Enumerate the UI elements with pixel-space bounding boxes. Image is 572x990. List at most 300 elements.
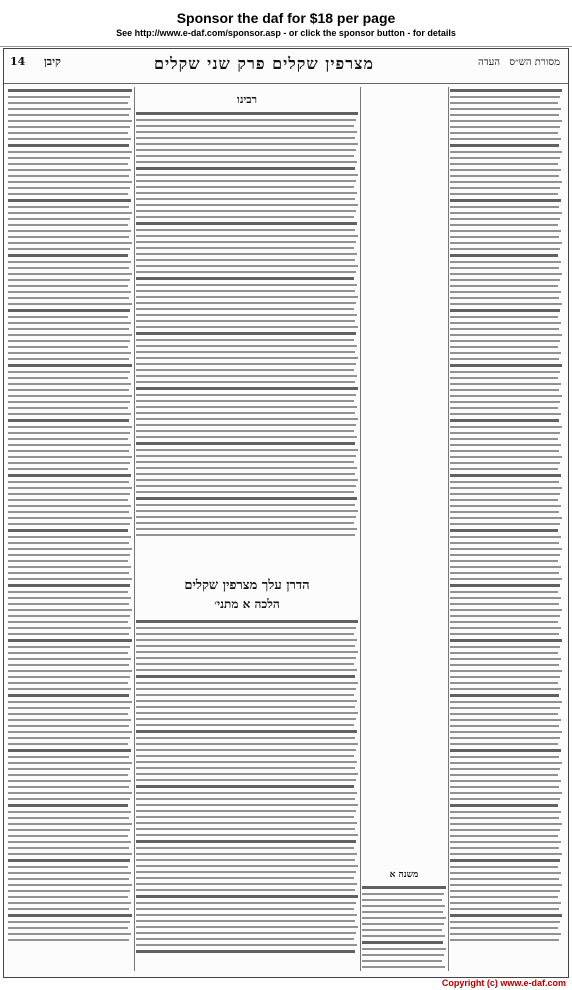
text-line (8, 731, 132, 733)
text-line (362, 954, 444, 956)
text-line (450, 383, 561, 385)
text-line (362, 960, 442, 962)
text-line (450, 584, 560, 587)
text-line (450, 884, 562, 886)
text-line (450, 468, 558, 470)
text-line (450, 798, 560, 800)
text-line (450, 829, 560, 831)
text-line (136, 125, 354, 127)
text-line (8, 572, 129, 574)
text-line (8, 603, 129, 605)
text-line (8, 841, 131, 843)
text-line (450, 444, 561, 446)
text-line (136, 381, 355, 383)
text-line (450, 493, 560, 495)
text-line (136, 143, 358, 145)
text-line (136, 418, 358, 420)
text-line (450, 511, 559, 513)
text-line (8, 438, 128, 440)
text-line (136, 290, 355, 292)
text-line (450, 902, 561, 904)
text-line (8, 157, 130, 159)
text-line (8, 652, 128, 654)
text-line (136, 504, 355, 506)
text-line (362, 929, 442, 931)
text-line (450, 639, 562, 642)
text-line (8, 853, 132, 855)
text-line (450, 872, 561, 874)
text-line (362, 886, 446, 889)
text-line (8, 199, 131, 202)
text-line (136, 914, 357, 916)
text-line (450, 731, 562, 733)
text-line (136, 216, 354, 218)
text-line (136, 792, 357, 794)
text-line (8, 468, 128, 470)
text-line (8, 120, 132, 122)
text-line (136, 645, 355, 647)
text-line (450, 529, 558, 532)
text-line (8, 658, 131, 660)
text-line (136, 767, 355, 769)
text-line (450, 230, 561, 232)
text-line (8, 688, 131, 690)
text-line (450, 707, 560, 709)
text-line (450, 163, 558, 165)
text-line (136, 773, 358, 775)
text-line (450, 407, 558, 409)
text-line (450, 212, 562, 214)
text-line (136, 308, 354, 310)
text-line (450, 144, 559, 147)
text-line (8, 487, 132, 489)
text-line (8, 279, 130, 281)
halacha-heading: הלכה א מתני׳ (214, 597, 280, 611)
text-line (136, 271, 356, 273)
text-line (8, 804, 128, 807)
text-line (450, 432, 560, 434)
text-line (136, 865, 358, 867)
sponsor-banner[interactable] (0, 0, 572, 47)
text-line (8, 817, 129, 819)
text-line (450, 908, 559, 910)
text-line (136, 265, 358, 267)
text-line (450, 743, 558, 745)
text-line (8, 597, 131, 599)
text-line (136, 198, 355, 200)
text-line (136, 828, 355, 830)
text-line (450, 340, 560, 342)
text-line (8, 444, 131, 446)
sponsor-title[interactable]: Sponsor the daf for $18 per page (176, 10, 396, 26)
text-line (8, 114, 129, 116)
text-line (450, 89, 562, 92)
commentary-middle-column (362, 89, 446, 969)
copyright-text[interactable]: Copyright (c) www.e-daf.com (441, 978, 566, 988)
text-line (450, 187, 560, 189)
text-line (8, 542, 129, 544)
text-line (450, 713, 558, 715)
text-line (136, 467, 357, 469)
rabbeinu-label: רבינו (237, 93, 257, 106)
text-line (8, 218, 130, 220)
text-line (136, 834, 358, 836)
text-line (136, 406, 357, 408)
text-line (8, 536, 131, 538)
text-line (8, 927, 128, 929)
text-line (8, 340, 130, 342)
text-line (8, 786, 129, 788)
text-line (450, 199, 561, 202)
text-line (8, 426, 132, 428)
text-line (136, 706, 355, 708)
text-line (450, 658, 561, 660)
text-line (450, 285, 558, 287)
text-line (8, 151, 132, 153)
text-line (450, 236, 559, 238)
text-line (136, 473, 355, 475)
text-line (8, 517, 132, 519)
text-line (136, 810, 356, 812)
text-line (136, 155, 354, 157)
text-line (8, 316, 128, 318)
text-line (450, 878, 559, 880)
commentary-left-column (8, 89, 132, 969)
text-line (136, 822, 357, 824)
text-line (136, 436, 357, 438)
text-line (136, 755, 354, 757)
text-line (450, 682, 558, 684)
text-line (8, 432, 130, 434)
text-line (8, 132, 128, 134)
text-line (450, 591, 558, 593)
text-line (450, 841, 561, 843)
text-line (450, 725, 559, 727)
text-line (8, 768, 130, 770)
text-line (8, 866, 128, 868)
text-line (450, 609, 562, 611)
text-line (362, 905, 445, 907)
text-line (450, 633, 559, 635)
text-line (450, 505, 561, 507)
text-line (362, 917, 446, 919)
text-line (8, 591, 128, 593)
text-line (450, 193, 558, 195)
text-line (8, 523, 130, 525)
text-line (8, 670, 132, 672)
text-line (450, 389, 559, 391)
text-line (8, 389, 129, 391)
text-line (136, 455, 356, 457)
text-line (450, 578, 562, 580)
text-line (136, 400, 354, 402)
text-line (136, 497, 357, 500)
text-line (8, 383, 131, 385)
text-line (136, 682, 358, 684)
text-line (8, 939, 129, 941)
text-line (362, 899, 442, 901)
text-line (450, 694, 559, 697)
text-line (136, 222, 357, 225)
text-line (450, 536, 561, 538)
text-line (450, 450, 559, 452)
text-line (136, 840, 356, 843)
text-line (8, 395, 132, 397)
text-line (450, 487, 562, 489)
text-line (450, 627, 561, 629)
text-line (8, 829, 130, 831)
text-line (136, 627, 356, 629)
text-line (136, 510, 358, 512)
text-line (136, 320, 355, 322)
text-line (8, 474, 131, 477)
text-line (450, 316, 558, 318)
text-line (450, 804, 558, 807)
text-line (8, 456, 132, 458)
text-line (136, 926, 358, 928)
text-line (450, 566, 561, 568)
text-line (450, 102, 558, 104)
text-line (136, 442, 355, 445)
text-line (136, 180, 356, 182)
text-line (136, 798, 355, 800)
text-line (8, 701, 132, 703)
text-line (450, 462, 560, 464)
text-line (136, 235, 358, 237)
text-line (450, 786, 559, 788)
header-marker: העדה (478, 57, 500, 68)
text-line (136, 663, 354, 665)
text-line (8, 884, 132, 886)
text-line (136, 859, 355, 861)
text-line (450, 248, 560, 250)
text-line (136, 889, 355, 891)
text-line (450, 835, 558, 837)
text-line (8, 762, 132, 764)
text-line (8, 462, 130, 464)
text-line (8, 908, 129, 910)
text-line (136, 816, 354, 818)
text-line (8, 914, 132, 917)
text-line (8, 352, 131, 354)
text-line (136, 944, 357, 946)
text-line (8, 407, 128, 409)
text-line (136, 174, 358, 176)
text-line (8, 285, 128, 287)
text-line (8, 713, 128, 715)
text-line (8, 303, 132, 305)
text-line (136, 804, 358, 806)
text-line (8, 96, 130, 98)
text-line (8, 187, 130, 189)
text-line (8, 664, 129, 666)
text-line (450, 254, 558, 257)
text-line (8, 615, 130, 617)
chapter-heading: מצרפין שקלים פרק שני שקלים (154, 54, 374, 73)
text-line (8, 676, 130, 678)
text-line (450, 890, 560, 892)
text-line (450, 456, 562, 458)
text-line (136, 651, 358, 653)
text-line (8, 358, 129, 360)
text-line (136, 357, 358, 359)
text-line (136, 314, 357, 316)
text-line (136, 485, 356, 487)
text-line (8, 872, 131, 874)
text-line (136, 675, 355, 678)
footer (0, 978, 572, 990)
text-line (136, 932, 356, 934)
text-line (8, 835, 128, 837)
text-line (136, 345, 357, 347)
text-line (136, 528, 357, 530)
text-line (8, 792, 132, 794)
text-line (8, 780, 131, 782)
text-line (450, 554, 560, 556)
text-line (8, 364, 132, 367)
text-line (8, 254, 128, 257)
text-line (450, 352, 561, 354)
text-line (450, 896, 558, 898)
text-line (136, 534, 355, 536)
main-text-lower (136, 569, 358, 969)
text-line (136, 883, 357, 885)
text-line (136, 633, 354, 635)
text-line (8, 725, 129, 727)
text-line (450, 481, 559, 483)
text-line (450, 499, 558, 501)
text-line (8, 261, 131, 263)
text-line (136, 302, 356, 304)
text-line (362, 923, 444, 925)
text-line (450, 279, 560, 281)
talmud-page (3, 48, 569, 978)
text-line (8, 633, 129, 635)
text-line (136, 186, 354, 188)
text-line (8, 175, 129, 177)
text-line (450, 688, 561, 690)
text-line (8, 267, 129, 269)
text-line (450, 664, 559, 666)
text-line (450, 474, 561, 477)
text-line (450, 419, 559, 422)
masoret-column (450, 89, 562, 969)
text-line (450, 132, 558, 134)
text-line (450, 206, 559, 208)
text-line (8, 163, 128, 165)
sponsor-subtitle[interactable]: See http://www.e-daf.com/sponsor.asp - or click the sponsor button - for details (116, 28, 456, 38)
text-line (450, 774, 558, 776)
text-line (8, 401, 130, 403)
text-line (8, 896, 128, 898)
text-line (136, 112, 358, 115)
text-line (8, 737, 130, 739)
text-line (450, 138, 561, 140)
text-line (136, 204, 358, 206)
text-line (136, 877, 354, 879)
text-line (8, 248, 130, 250)
text-line (450, 927, 558, 929)
column-divider (134, 87, 135, 971)
text-line (136, 277, 354, 280)
text-line (8, 371, 130, 373)
text-line (450, 334, 562, 336)
text-line (8, 505, 131, 507)
text-line (136, 394, 356, 396)
text-line (8, 823, 132, 825)
text-line (450, 939, 559, 941)
text-line (450, 780, 561, 782)
text-line (136, 167, 355, 170)
text-line (136, 718, 356, 720)
text-line (8, 89, 132, 92)
text-line (8, 847, 129, 849)
text-line (136, 479, 358, 481)
text-line (136, 743, 358, 745)
text-line (136, 908, 354, 910)
text-line (8, 493, 130, 495)
text-line (8, 138, 131, 140)
text-line (8, 859, 130, 862)
text-line (8, 627, 131, 629)
text-line (136, 749, 356, 751)
folio-number: 14 (10, 55, 26, 68)
text-line (136, 920, 355, 922)
text-line (136, 210, 356, 212)
text-line (136, 412, 355, 414)
text-line (450, 346, 558, 348)
text-line (136, 119, 356, 121)
text-line (450, 297, 559, 299)
text-line (136, 296, 358, 298)
text-line (136, 657, 356, 659)
text-line (450, 811, 561, 813)
text-line (8, 798, 130, 800)
text-line (450, 426, 562, 428)
text-line (136, 950, 355, 953)
text-line (450, 914, 562, 917)
text-line (450, 768, 560, 770)
text-line (8, 707, 130, 709)
chapter-end-heading: הדרן עלך מצרפין שקלים (184, 578, 310, 593)
text-line (450, 328, 559, 330)
text-line (136, 351, 355, 353)
text-line (136, 461, 354, 463)
text-line (8, 419, 129, 422)
text-line (136, 724, 354, 726)
text-line (8, 554, 130, 556)
text-line (450, 719, 561, 721)
text-line (450, 364, 562, 367)
text-line (450, 749, 561, 752)
text-line (8, 108, 131, 110)
text-line (8, 181, 132, 183)
text-line (136, 375, 357, 377)
text-line (136, 694, 354, 696)
text-line (8, 774, 128, 776)
text-line (450, 603, 559, 605)
text-line (136, 363, 356, 365)
text-line (8, 309, 130, 312)
text-line (450, 157, 560, 159)
text-line (450, 120, 562, 122)
text-line (450, 859, 560, 862)
text-line (362, 948, 446, 950)
text-line (8, 328, 129, 330)
text-line (136, 761, 357, 763)
text-line (8, 297, 129, 299)
text-line (136, 669, 357, 671)
